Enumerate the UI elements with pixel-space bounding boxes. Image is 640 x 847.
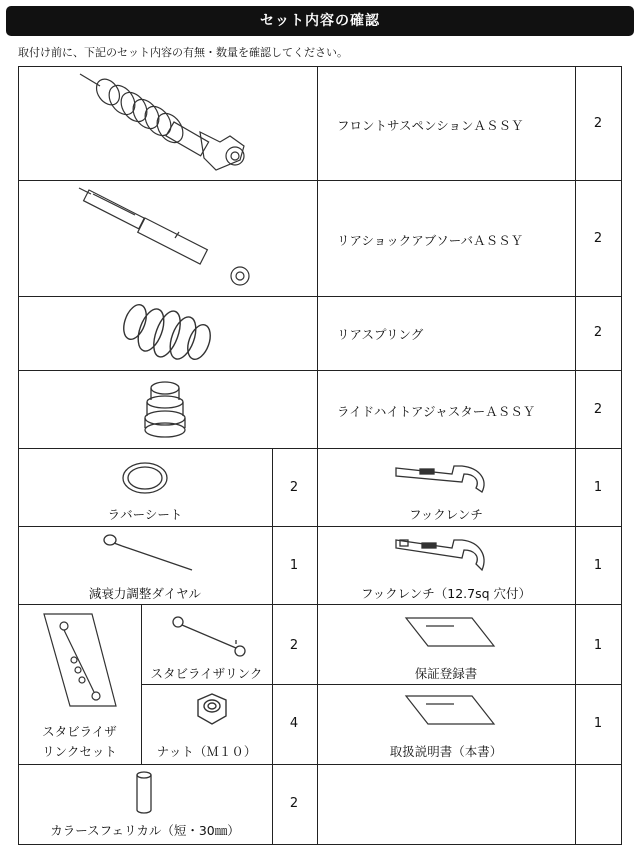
stabilizer-set-package-illustration [40,610,120,710]
col-divider [272,448,273,845]
item-name: ライドハイトアジャスターＡＳＳＹ [337,404,536,419]
hook-wrench-illustration [392,460,492,500]
col-divider [575,66,576,845]
item-name: リアスプリング [337,327,424,342]
item-qty: 1 [593,558,603,573]
row-divider [18,448,622,449]
section-title: セット内容の確認 [6,6,634,36]
col-divider [141,604,142,764]
row-divider [18,764,622,765]
item-name: リンクセット [42,744,117,759]
rear-shock-illustration [75,184,265,294]
item-name: スタビライザリンク [150,666,263,681]
row-divider [141,684,622,685]
row-divider [18,180,622,181]
item-qty: 2 [593,325,603,340]
item-qty: 2 [289,638,299,653]
item-name: ナット（Ｍ１０） [156,744,257,759]
row-divider [18,526,622,527]
collar-illustration [134,770,154,816]
item-name: ラバーシート [107,507,183,522]
item-name: 保証登録書 [414,666,478,681]
item-qty: 1 [289,558,299,573]
item-name: リアショックアブソーバＡＳＳＹ [337,233,524,248]
item-qty: 2 [593,231,603,246]
item-qty: 1 [593,480,603,495]
ride-height-adjuster-illustration [140,378,190,440]
item-name: フックレンチ（12.7sq 穴付） [360,586,532,601]
damping-dial-illustration [100,534,200,574]
row-divider [18,604,622,605]
rear-spring-illustration [117,302,217,364]
front-suspension-illustration [70,70,270,180]
item-qty: 1 [593,638,603,653]
item-qty: 4 [289,716,299,731]
hook-wrench-hole-illustration [392,534,492,578]
col-divider [317,66,318,448]
item-qty: 2 [593,402,603,417]
item-name: フックレンチ [409,507,483,522]
item-name: スタビライザ [42,724,117,739]
intro-text: 取付け前に、下記のセット内容の有無・数量を確認してください。 [18,46,348,59]
item-name: 取扱説明書（本書） [389,744,503,759]
manual-document-illustration [402,692,498,728]
item-name: カラースフェリカル（短・30㎜） [50,823,240,838]
stabilizer-link-illustration [170,614,250,660]
warranty-document-illustration [402,614,498,650]
item-name: 減衰力調整ダイヤル [88,586,202,601]
item-name: フロントサスペンションＡＳＳＹ [337,118,524,133]
item-qty: 2 [289,796,299,811]
row-divider [18,370,622,371]
row-divider [18,296,622,297]
item-qty: 2 [593,116,603,131]
item-qty: 2 [289,480,299,495]
nut-illustration [190,692,234,728]
rubber-seat-illustration [120,460,170,496]
item-qty: 1 [593,716,603,731]
